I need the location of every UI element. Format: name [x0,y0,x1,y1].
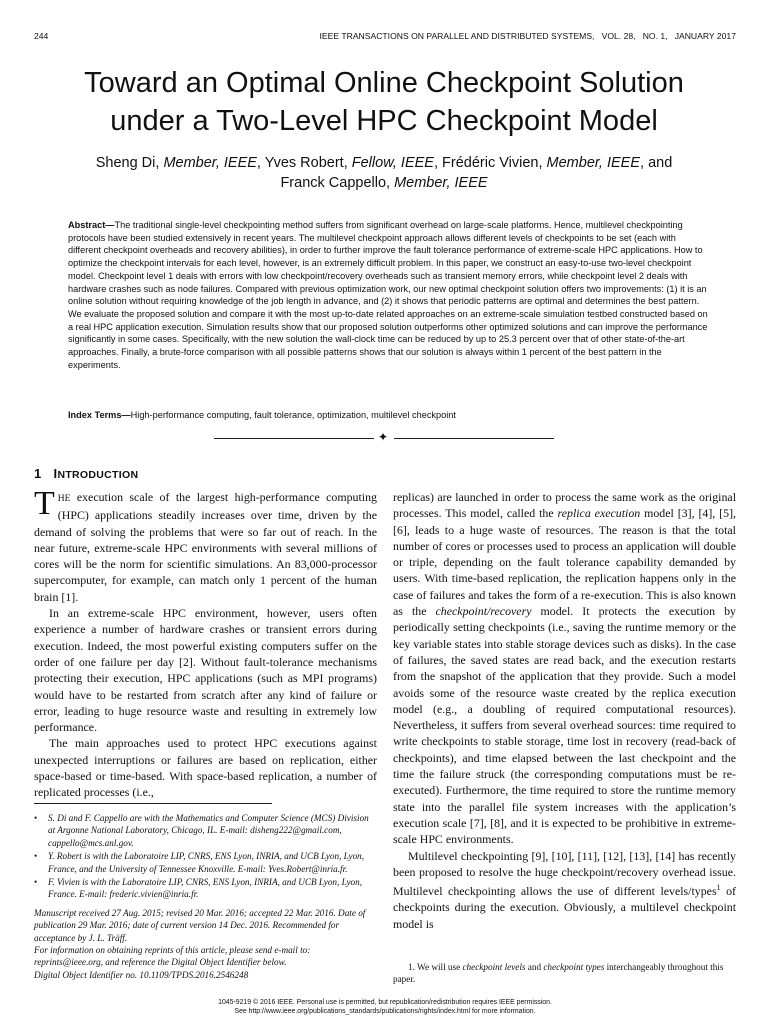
footnote-marker: 1 [716,883,721,893]
manuscript-info [34,907,377,981]
footnote [393,961,736,986]
author-name: , Frédéric Vivien, [433,155,547,171]
paragraph-text: model. It protects the execution by periodically setting checkpoints (i.e., saving the runtime memory or the key variable states into stable storage devices such as disks). In the case of failures, the saved states are read back, and the execution restarts from the snapshot of the application that they provide. Such a model avoids some of the resource waste created by the replica execution model (e.g., a doubling of required computational resources). Nevertheless, it suffers from several overhead sources: time required to write checkpoints to stable storage, time lost in recovery (read-back of checkpoints), and time elapsed between the last checkpoint and the time the failure struck (the corresponding computations must be re-executed). Furthermore, the time required to store the runtime memory state into the parallel file system increases with the application’s execution scale [7], [8], and it is expected to be prohibitive in extreme-scale HPC environments. [393,604,736,847]
section-title-rest: NTRODUCTION [57,469,139,481]
divider-rule-left [214,438,374,439]
affiliation-text: S. Di and F. Cappello are with the Mathematics and Computer Science (MCS) Division at Argonne National Laboratory, Chicago, IL. E-mail: disheng222@gmail.com, cappello@mcs.anl.gov. [48,813,369,848]
index-terms-text: High-performance computing, fault tolerance, optimization, multilevel checkpoint [130,410,456,420]
bullet-icon: • [34,851,38,862]
author-list [40,153,728,193]
paragraph: In an extreme-scale HPC environment, however, users often experience a number of hardware crashes or transient errors during execution. Indeed, the most powerful existing computers suffer on the order of one failure per day [2]. Without fault-tolerance mechanisms protecting their execution, HPC applications (such as MPI programs) would have to be restarted from scratch after any kind of failure or error, leading to huge resource waste and resulting in extremely low performance. [34,606,377,735]
author-role: Member, IEEE [546,155,641,171]
emphasis: checkpoint levels [462,962,526,972]
title-line-2: under a Two-Level HPC Checkpoint Model [110,105,658,137]
title-line-1: Toward an Optimal Online Checkpoint Solution [84,67,684,99]
bullet-icon: • [34,877,38,888]
running-head [34,31,736,45]
divider-ornament-icon: ✦ [378,430,389,444]
affiliation-item [34,850,377,875]
author-name: , Yves Robert, [256,155,352,171]
paper-title [40,64,728,140]
smallcaps-lead: HE [57,494,71,504]
paragraph-text: execution scale of the largest high-performance computing (HPC) applications steadily increases over time, driven by the demand of solving the problems that were so far out of reach. In the near future, extreme-scale HPC environments with several millions of cores will be the norm for scientific simulations. An 83,000-processor supercomputer, for example, can match only 1 percent of the human brain [1]. [34,490,377,604]
footnote-text: and [525,962,544,972]
author-conjunction: , and [640,155,673,171]
author-name: Franck Cappello, [280,175,395,191]
emphasis: checkpoint types [543,962,605,972]
paragraph-text: of checkpoints during the execution. Obviously, a multilevel checkpoint model is [393,884,736,931]
affiliations [34,812,377,981]
footnote-text: interchangeably throughout this paper. [393,962,724,985]
paragraph [393,489,736,848]
copyright-line-2: See http://www.ieee.org/publications_standards/publications/rights/index.html for more information. [234,1008,536,1015]
author-role: Fellow, IEEE [351,155,434,171]
affiliation-text: Y. Robert is with the Laboratoire LIP, CNRS, ENS Lyon, INRIA, and UCB Lyon, Lyon, France, and the University of Tennessee Knoxville. E-mail: Yves.Robert@inria.fr. [48,851,365,874]
paragraph: The main approaches used to protect HPC executions against unexpected interruptions or failures are based on replication, either space-based or time-based. With space-based replication, a number of replicated processes (i.e., [34,736,377,800]
paragraph-text: Multilevel checkpointing [9], [10], [11], [12], [13], [14] has recently been proposed to resolve the huge checkpoint/recovery overhead issue. Multilevel checkpointing allows the use of different levels/types [393,848,736,899]
divider-rule-right [394,438,554,439]
paragraph [34,485,377,605]
page-number: 244 [34,31,49,41]
emphasis: replica execution [557,506,641,521]
affiliation-item [34,876,377,901]
index-terms-label: Index Terms— [68,410,131,420]
author-name: Sheng Di, [95,155,164,171]
section-heading [34,466,138,481]
author-line-2 [40,173,728,193]
footnote-text: We will use [417,962,463,972]
paragraph-text: replicas) are launched in order to process the same work as the original processes. This model, called the [393,490,736,521]
section-number: 1 [34,466,42,481]
reprint-info: For information on obtaining reprints of this article, please send e-mail to: reprints@ieee.org, and reference the Digital Object Identifier below. [34,945,311,968]
author-line-1 [40,153,728,173]
footnote-number: 1. [408,962,418,972]
affiliation-item [34,812,377,849]
abstract [68,219,708,371]
copyright-notice [34,998,736,1016]
body-column-right [393,489,736,932]
author-role: Member, IEEE [163,155,257,171]
section-initial: I [53,466,58,481]
author-role: Member, IEEE [394,175,488,191]
doi: Digital Object Identifier no. 10.1109/TPDS.2016.2546248 [34,969,249,980]
index-terms [68,409,708,422]
body-column-left [34,485,377,801]
section-divider [214,432,554,444]
copyright-line-1: 1045-9219 © 2016 IEEE. Personal use is permitted, but republication/redistribution requires IEEE permission. [218,999,552,1006]
journal-info: IEEE TRANSACTIONS ON PARALLEL AND DISTRIBUTED SYSTEMS, VOL. 28, NO. 1, JANUARY 2017 [319,31,736,41]
paragraph [393,848,736,932]
affiliation-text: F. Vivien is with the Laboratoire LIP, CNRS, ENS Lyon, INRIA, and UCB Lyon, Lyon, France. E-mail: frederic.vivien@inria.fr. [48,877,363,900]
paragraph-text: model [3], [4], [5], [6], leads to a huge waste of resources. The reason is that the total number of cores or processes used to process an application will double or triple, depending on the fault tolerance capability demanded by users. With time-based replication, the replication happens only in the case of failures and takes the form of a re-execution. This is also known as the [393,506,737,619]
bullet-icon: • [34,813,38,823]
footnote-rule [34,803,272,804]
abstract-text: The traditional single-level checkpointing method suffers from significant overhead on large-scale platforms. Hence, multilevel checkpointing protocols have been studied extensively in recent years. The multilevel checkpoint approach allows different levels of checkpoints to be set (each with different checkpoint overheads and recovery abilities), in order to further improve the fault tolerance performance of extreme-scale HPC applications. How to optimize the checkpoint intervals for each level, however, is an extremely difficult problem. In this paper, we construct an easy-to-use two-level checkpoint model. Checkpoint level 1 deals with errors with low checkpoint/recovery overheads such as transient memory errors, while checkpoint level 2 deals with hardware crashes such as node failures. Compared with previous optimization work, our new optimal checkpoint solution offers two improvements: (1) it is an online solution without requiring knowledge of the job length in advance, and (2) it shows that periodic patterns are optimal and determines the best pattern. We evaluate the proposed solution and compare it with the most up-to-date related approaches on an extreme-scale simulation testbed constructed based on a real HPC application execution. Simulation results show that our proposed solution outperforms other optimized solutions and can improve the performance significantly in some cases. Specifically, with the new solution the wall-clock time can be reduced by up to 25.3 percent over that of other state-of-the-art approaches. Finally, a brute-force comparison with all possible patterns shows that our solution is always within 1 percent of the best pattern in the experiments. [68,220,708,370]
emphasis: checkpoint/recovery [435,604,532,619]
drop-cap: T [34,485,55,522]
abstract-label: Abstract— [68,220,115,230]
manuscript-dates: Manuscript received 27 Aug. 2015; revised 20 Mar. 2016; accepted 22 Mar. 2016. Date of publication 29 Mar. 2016; date of current version 14 Dec. 2016. Recommended for acceptance by J. L. Träff. [34,907,366,943]
